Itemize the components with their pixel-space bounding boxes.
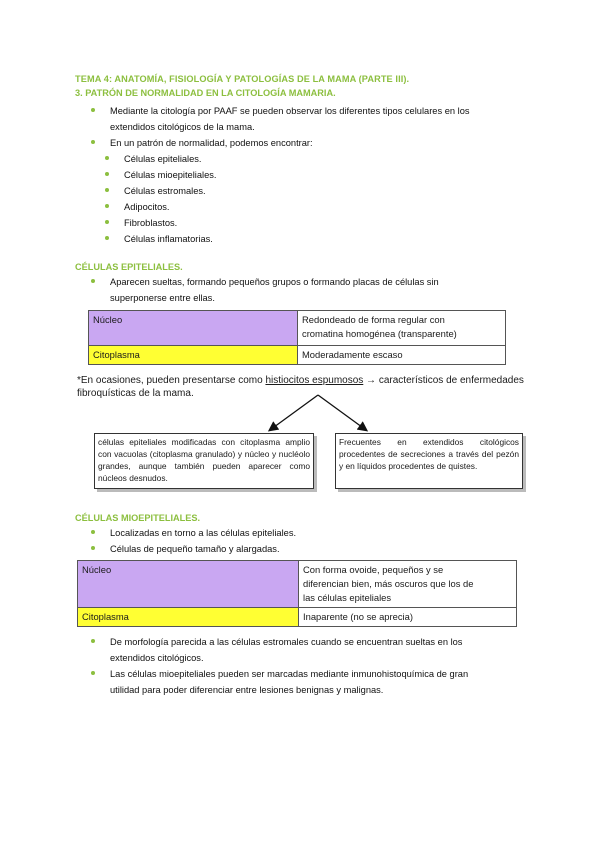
arrow-left [270,395,318,430]
box-histiocitos-description: células epiteliales modificadas con citoplasma amplio con vacuolas (citoplasma granulado) y núcleo y nucléolo grandes, aunque también pueden aparecer como núcleos desnudos. [94,433,314,489]
heading-epiteliales: CÉLULAS EPITELIALES. [75,262,183,272]
table-row [78,561,517,608]
cell-line: diferencian bien, más oscuros que los de [303,578,474,589]
cell-line: Redondeado de forma regular con [302,314,445,325]
row-label-nucleo: Núcleo [78,561,299,608]
bullet-line: Mediante la citología por PAAF se pueden observar los diferentes tipos celulares en los [110,106,470,116]
cell-type-label: Fibroblastos. [124,218,178,228]
cell-type-label: Células mioepiteliales. [124,170,217,180]
row-label-nucleo: Núcleo [89,311,298,346]
cell-line: cromatina homogénea (transparente) [302,328,457,339]
bullet-text: En un patrón de normalidad, podemos encontrar: [110,138,313,148]
row-value-citoplasma: Inaparente (no se aprecia) [299,608,517,627]
bullet-line: superponerse entre ellas. [110,293,215,303]
row-value-nucleo [299,561,517,608]
section-heading: 3. PATRÓN DE NORMALIDAD EN LA CITOLOGÍA MAMARIA. [75,88,336,98]
bullet-text: Células de pequeño tamaño y alargadas. [110,544,280,554]
bullet-line: De morfología parecida a las células estromales cuando se encuentran sueltas en los [110,637,463,647]
bullet-dot [91,671,95,675]
note-prefix: *En ocasiones, pueden presentarse como [77,375,266,386]
cell-type-label: Células inflamatorias. [124,234,213,244]
cell-line: Con forma ovoide, pequeños y se [303,564,444,575]
bullet-line: Las células mioepiteliales pueden ser marcadas mediante inmunohistoquímica de gran [110,669,469,679]
bullet-line: Aparecen sueltas, formando pequeños grupos o formando placas de células sin [110,277,439,287]
document-title: TEMA 4: ANATOMÍA, FISIOLOGÍA Y PATOLOGÍAS DE LA MAMA (PARTE III). [75,74,410,84]
box-histiocitos-source: Frecuentes en extendidos citológicos procedentes de secreciones a través del pezón y en líquidos procedentes de quistes. [335,433,523,489]
bullet-mio-size [110,541,280,557]
table-row [78,608,517,627]
bullet-mio-location [110,525,296,541]
cell-type-label: Adipocitos. [124,202,170,212]
arrow-right [318,395,366,430]
bullet-dot [91,639,95,643]
bullet-mio-ihq [110,666,468,698]
note-underlined-term: histiocitos espumosos [265,375,364,386]
row-label-citoplasma: Citoplasma [89,346,298,365]
bullet-line: extendidos citológicos de la mama. [110,122,255,132]
bullet-mio-morphology [110,634,462,666]
row-value-citoplasma: Moderadamente escaso [298,346,506,365]
table-mioepiteliales [77,560,517,627]
bullet-dot [91,530,95,534]
heading-mioepiteliales: CÉLULAS MIOEPITELIALES. [75,513,201,523]
bullet-text: Localizadas en torno a las células epiteliales. [110,528,297,538]
cell-line: las células epiteliales [303,592,392,603]
bullet-line: extendidos citológicos. [110,653,204,663]
bullet-line: utilidad para poder diferenciar entre lesiones benignas y malignas. [110,685,384,695]
note-suffix: → característicos de enfermedades fibroquísticas de la mama. [77,375,524,399]
row-label-citoplasma: Citoplasma [78,608,299,627]
cell-type-label: Células epiteliales. [124,154,202,164]
bullet-dot [91,546,95,550]
cell-type-label: Células estromales. [124,186,206,196]
